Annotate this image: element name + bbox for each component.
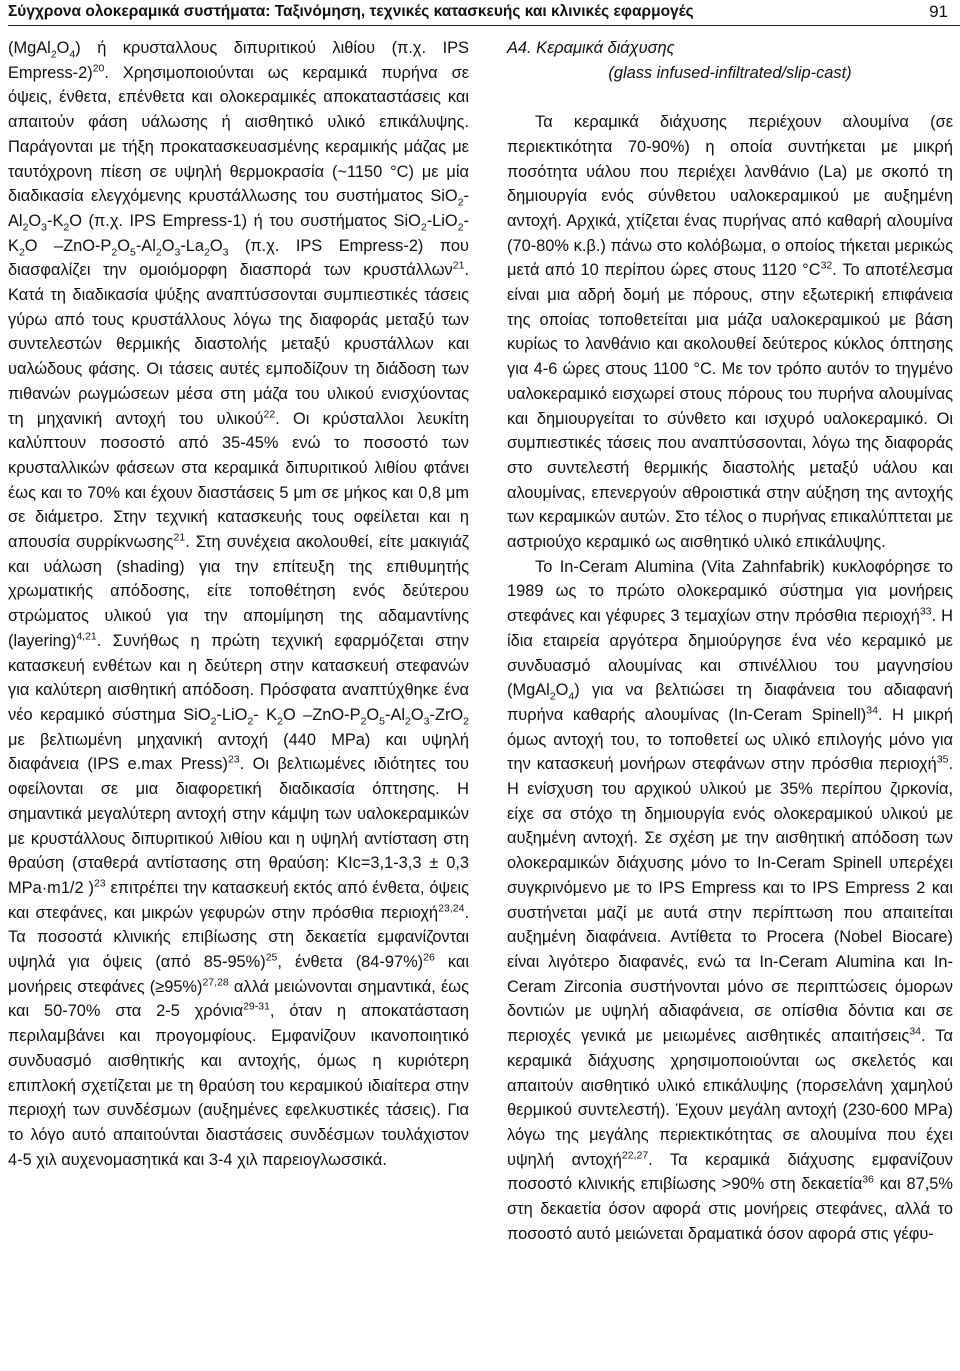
text-run: O <box>366 705 380 724</box>
text-run: . Η ίδια εταιρεία αργότερα δημιούργησε ένα νέο κεραμικό με συνδυασμό αλουμίνας και σπινέλλιου του μαγνησίου (MgAl <box>507 607 953 700</box>
chemical-subscript: 2 <box>247 715 254 728</box>
text-run: O <box>555 681 569 700</box>
citation-superscript: 36 <box>862 1173 874 1186</box>
text-run: . Η ενίσχυση του αρχικού υλικού με 35% περίπου ζιρκονία, είχε σα στόχο τη δημιουργία ενός ολοκεραμικού υλικού με αυξημένη αντοχή. Σε σχέση με την αισθητική απόδοση των ολοκεραμικών διάχυσης μόνο το In-Ceram Spinell υπερέχει συγκρινόμενο με το IPS Empress και το IPS Empress 2 και συστήνεται μαζί με αυτά στην περίπτωση που απαιτείται αυξημένη διαφάνεια. Αντίθετα το Procera (Nobel Biocare) είναι λιγότερο διαφανές, ενώ τα In-Ceram Alumina και In-Ceram Zirconia συστήνονται μόνο σε περιπτώσεις όμορων δοντιών με υψηλή αδιαφάνεια, σε οπίσθια δόντια και σε περιοχές γενικά με μειωμένες αισθητικές απαιτήσεις <box>507 755 953 1046</box>
chemical-subscript: 2 <box>549 690 556 703</box>
text-run: , ένθετα (84-97%) <box>277 953 424 972</box>
running-header <box>8 2 952 24</box>
left-column <box>8 36 469 1172</box>
citation-superscript: 21 <box>452 259 465 272</box>
citation-superscript: 23 <box>227 753 240 766</box>
chemical-subscript: 3 <box>222 245 229 258</box>
chemical-subscript: 2 <box>50 48 57 61</box>
chemical-subscript: 2 <box>111 245 118 258</box>
text-run: . Κατά τη διαδικασία ψύξης αναπτύσσονται συμπιεστικές τάσεις γύρω από τους κρυστάλλους λόγω της διαφοράς μεταξύ των συντελεστών θερμικής διαστολής μεταξύ κρυστάλλων και υαλώδους φάσης. Οι τάσεις αυτές εμποδίζουν τη διάδοση των πιθανών ρωγμώσεων μέσα στη μάζα του υλικού ενισχύοντας τη μηχανική αντοχή του υλικού <box>8 261 469 428</box>
text-run: O (π.χ. IPS Empress-1) ή του συστήματος SiO <box>69 211 421 230</box>
chemical-subscript: 2 <box>457 196 464 209</box>
text-run: . Η μικρή όμως αντοχή του, το τοποθετεί ως υλικό επιλογής μόνο για την κατασκευή μονήρων στεφάνων στην πρόσθια περιοχή <box>507 705 954 774</box>
text-run: ) για να βελτιώσει τη διαφάνεια του αδιαφανή πυρήνα καθαρής αλουμίνας (In-Ceram Spinell) <box>507 681 953 724</box>
text-run: . Οι κρύσταλλοι λευκίτη καλύπτουν ποσοστό από 35-45% ενώ το ποσοστό των κρυσταλλικών φάσεων στα κεραμικά διπυριτικού λιθίου φτάνει έως και το 70% και έχουν διαστάσεις 5 μm σε μήκος και 0,8 μm σε διάμετρο. Στην τεχνική κατασκευής τους οφείλεται και η απουσία συρρίκνωσης <box>8 409 469 552</box>
chemical-subscript: 2 <box>22 221 29 234</box>
text-run: O <box>410 705 424 724</box>
text-run: O <box>209 236 223 255</box>
citation-superscript: 33 <box>919 605 932 618</box>
chemical-subscript: 2 <box>155 245 162 258</box>
header-rule <box>8 25 960 26</box>
text-run: -Al <box>385 705 406 724</box>
citation-superscript: 21 <box>173 531 186 544</box>
citation-superscript: 32 <box>820 259 833 272</box>
text-run: με βελτιωμένη μηχανική αντοχή (440 MPa) και υψηλή διαφάνεια (IPS e.max Press) <box>8 730 469 774</box>
section-heading: Α4. Κεραμικά διάχυσης <box>507 39 675 57</box>
chemical-subscript: 2 <box>204 245 210 258</box>
citation-superscript: 29-31 <box>243 1000 270 1013</box>
text-run: . Οι βελτιωμένες ιδιότητες του οφείλονται σε μια διαφορετική διαδικασία όπτησης. Η σημαντικά μεγαλύτερη αντοχή στην κάμψη των υαλοκεραμικών με κρυστάλλους διπυριτικού λιθίου και η υψηλή αντίσταση στη θραύση (σταθερά αντίστασης στη θραύση: KIc=3,1-3,3 ± 0,3 MPa·m1/2 ) <box>8 755 469 897</box>
chemical-subscript: 2 <box>63 221 70 234</box>
right-paragraph-2 <box>507 555 953 1247</box>
section-subheading: (glass infused-infiltrated/slip-cast) <box>608 63 852 82</box>
text-run: - K <box>253 705 278 724</box>
text-run: O –ZnO-P <box>24 236 112 255</box>
text-run: . Στη συνέχεια ακολουθεί, είτε μακιγιάζ και υάλωση (shading) για την επίτευξη της επιθυμητής χρωματικής απόδοσης, είτε τοποθέτηση ενός δεύτερου στρώματος υλικού για την απομίμηση της αδαμαντίνης (layering) <box>8 533 469 650</box>
chemical-subscript: 3 <box>41 221 48 234</box>
text-run: επιτρέπει την κατασκευή εκτός από ένθετα, όψεις και στεφάνες, και μικρών γεφυρών στην πρόσθια περιοχή <box>8 878 469 922</box>
running-title: Σύγχρονα ολοκεραμικά συστήματα: Ταξινόμηση, τεχνικές κατασκευής και κλινικές εφαρμογές <box>8 3 694 20</box>
citation-superscript: 35 <box>936 753 949 766</box>
text-run: Το In-Ceram Alumina (Vita Zahnfabrik) κυκλοφόρησε το 1989 ως το πρώτο ολοκεραμικό σύστημα για μονήρεις στεφάνες και γέφυρες 3 τεμαχίων στην πρόσθια περιοχή <box>507 557 953 626</box>
text-run: . Τα ποσοστά κλινικής επιβίωσης στη δεκαετία εμφανίζονται υψηλά για όψεις (από 85-95%) <box>8 903 469 972</box>
text-run: - K <box>8 211 469 255</box>
text-run: . Το αποτέλεσμα είναι μια αδρή δομή με πόρους, στην εξωτερική επιφάνεια της οποίας τοποθετείται μια μάζα υαλοκεραμικού με βάση κυρίως το λανθάνιο και ακολουθεί δεύτερος κύκλος όπτησης για 4-6 ώρες στους 1100 °C. Με τον τρόπο αυτόν το τηγμένο υαλοκεραμικό εισχωρεί στους πόρους του πυρήνα αλουμίνας και δημιουργείται το σύνθετο και ισχυρό υαλοκεραμικό. Οι συμπιεστικές τάσεις που αναπτύσσονται, λόγω της διαφοράς στο συντελεστή θερμικής διαστολής μεταξύ υάλου και αλουμίνας, επενεργούν αθροιστικά στην αύξηση της αντοχής των κεραμικών αυτών. Στο τέλος ο πυρήνας επικαλύπτεται με αστριούχο κεραμικό ως αισθητικό υλικό επικάλυψης. <box>507 261 954 552</box>
chemical-subscript: 2 <box>405 715 411 728</box>
text-run: ) ή κρυσταλλους διπυριτικού λιθίου (π.χ. IPS Empress-2) <box>8 39 469 82</box>
text-run: (MgAl <box>8 39 51 57</box>
citation-superscript: 34 <box>866 704 878 717</box>
chemical-subscript: 2 <box>18 245 25 258</box>
text-run: -La <box>180 236 204 255</box>
chemical-subscript: 4 <box>69 48 76 61</box>
text-run: . Τα κεραμικά διάχυσης χρησιμοποιούνται ως σκελετός και απαιτούν αισθητικό υλικό επικάλυψης (πορσελάνη χαμηλού θερμικού συντελεστή). Έχουν μεγάλη αντοχή (230-600 MPa) λόγω της μεγάλης περιεκτικότητας σε αλουμίνα που έχει υψηλή αντοχή <box>507 1027 953 1169</box>
chemical-subscript: 5 <box>379 715 385 728</box>
text-run: O <box>117 236 130 255</box>
chemical-subscript: 4 <box>568 690 575 703</box>
chemical-subscript: 2 <box>277 715 283 728</box>
text-run: αλλά μειώνονται σημαντικά, έως και 50-70% στα 2-5 χρόνια <box>8 977 469 1021</box>
text-run: O <box>56 39 70 57</box>
chemical-subscript: 3 <box>423 715 430 728</box>
text-run: και 87,5% στη δεκαετία όσον αφορά στις μονήρεις στεφάνες, αλλά το ποσοστό αυτό μειώνεται δραματικά όσον αφορά στις γέφυ- <box>507 1175 953 1243</box>
text-run: Τα κεραμικά διάχυσης περιέχουν αλουμίνα (σε περιεκτικότητα 70-90%) η οποία συντήκεται με μικρή ποσότητα υάλου που περιέχει λανθάνιο (La) με σκοπό τη δημιουργία ενός σύνθετου υαλοκεραμικού με αυξημένη αντοχή. Αρχικά, χτίζεται ένας πυρήνας από καθαρή αλουμίνα (70-80% κ.β.) πάνω στο κολόβωμα, ο οποίος τήκεται μερικώς μετά από 10 περίπου ώρες στους 1120 °C <box>507 113 953 280</box>
chemical-subscript: 2 <box>463 715 470 728</box>
text-run: , όταν η αποκατάσταση περιλαμβάνει και προγομφίους. Εμφανίζουν ικανοποιητικό συνδυασμό αισθητικής και αντοχής, όμως η κυριότερη επιπλοκή σχετίζεται με τη θραύση του κεραμικού ιδιαίτερα στην περιοχή των συνδέσμων (αυξημένες εφελκυστικές τάσεις). Για το λόγο αυτό απαιτούνται διαστάσεις συνδέσμων τουλάχιστον 4-5 χιλ αυχενομασητικά και 3-4 χιλ παρειογλωσσικά. <box>8 1002 469 1169</box>
text-run: O <box>161 236 175 255</box>
chemical-subscript: 2 <box>210 715 217 728</box>
text-run: O –ZnO-P <box>282 705 361 724</box>
chemical-subscript: 3 <box>174 245 181 258</box>
citation-superscript: 27,28 <box>202 976 229 989</box>
page-number: 91 <box>929 2 948 21</box>
citation-superscript: 22,27 <box>621 1149 649 1162</box>
chemical-subscript: 2 <box>457 221 464 234</box>
text-run: και μονήρεις στεφάνες (≥95%) <box>8 953 469 996</box>
chemical-subscript: 2 <box>360 715 367 728</box>
citation-superscript: 26 <box>423 951 435 964</box>
citation-superscript: 4,21 <box>76 630 97 643</box>
text-run: -Al <box>135 236 156 255</box>
citation-superscript: 25 <box>265 951 278 964</box>
text-run: -LiO <box>216 705 248 724</box>
citation-superscript: 23 <box>93 877 106 890</box>
chemical-subscript: 5 <box>129 245 136 258</box>
right-column <box>507 36 953 1246</box>
citation-superscript: 22 <box>263 408 276 421</box>
left-paragraph <box>8 36 469 1172</box>
text-run: O <box>28 211 42 230</box>
text-run: (π.χ. IPS Empress-2) που διασφαλίζει την ομοιόμορφη διασπορά των κρυστάλλων <box>8 236 470 280</box>
citation-superscript: 23,24 <box>438 902 465 915</box>
text-run: -K <box>47 211 64 230</box>
text-run: -ZrO <box>429 705 464 724</box>
text-run: -LiO <box>426 211 458 230</box>
text-run: . Χρησιμοποιούνται ως κεραμικά πυρήνα σε όψεις, ένθετα, επένθετα και ολοκεραμικές αποκαταστάσεις και απαιτούν φάση υάλωσης ή αισθητικό υλικό επικάλυψης. Παράγονται με τήξη προκατασκευασμένης κεραμικής μάζας με ταυτόχρονη πίεση σε υψηλή θερμοκρασία (~1150 °C) με μία διαδικασία ελεγχόμενης κρυστάλλωσης του συστήματος SiO <box>8 63 469 206</box>
text-run: -Al <box>8 187 469 230</box>
chemical-subscript: 2 <box>420 221 427 234</box>
citation-superscript: 34 <box>909 1025 922 1038</box>
text-run: . Συνήθως η πρώτη τεχνική εφαρμόζεται στην κατασκευή ενθέτων και η δεύτερη στην κατασκευή στεφανών για καλύτερη αισθητική απόδοση. Πρόσφατα αναπτύχθηκε ένα νέο κεραμικό σύστημα SiO <box>8 631 469 724</box>
text-run: . Τα κεραμικά διάχυσης εμφανίζουν ποσοστό κλινικής επιβίωσης >90% στη δεκαετία <box>507 1150 953 1194</box>
citation-superscript: 20 <box>92 62 105 75</box>
right-paragraph-1 <box>507 110 953 555</box>
